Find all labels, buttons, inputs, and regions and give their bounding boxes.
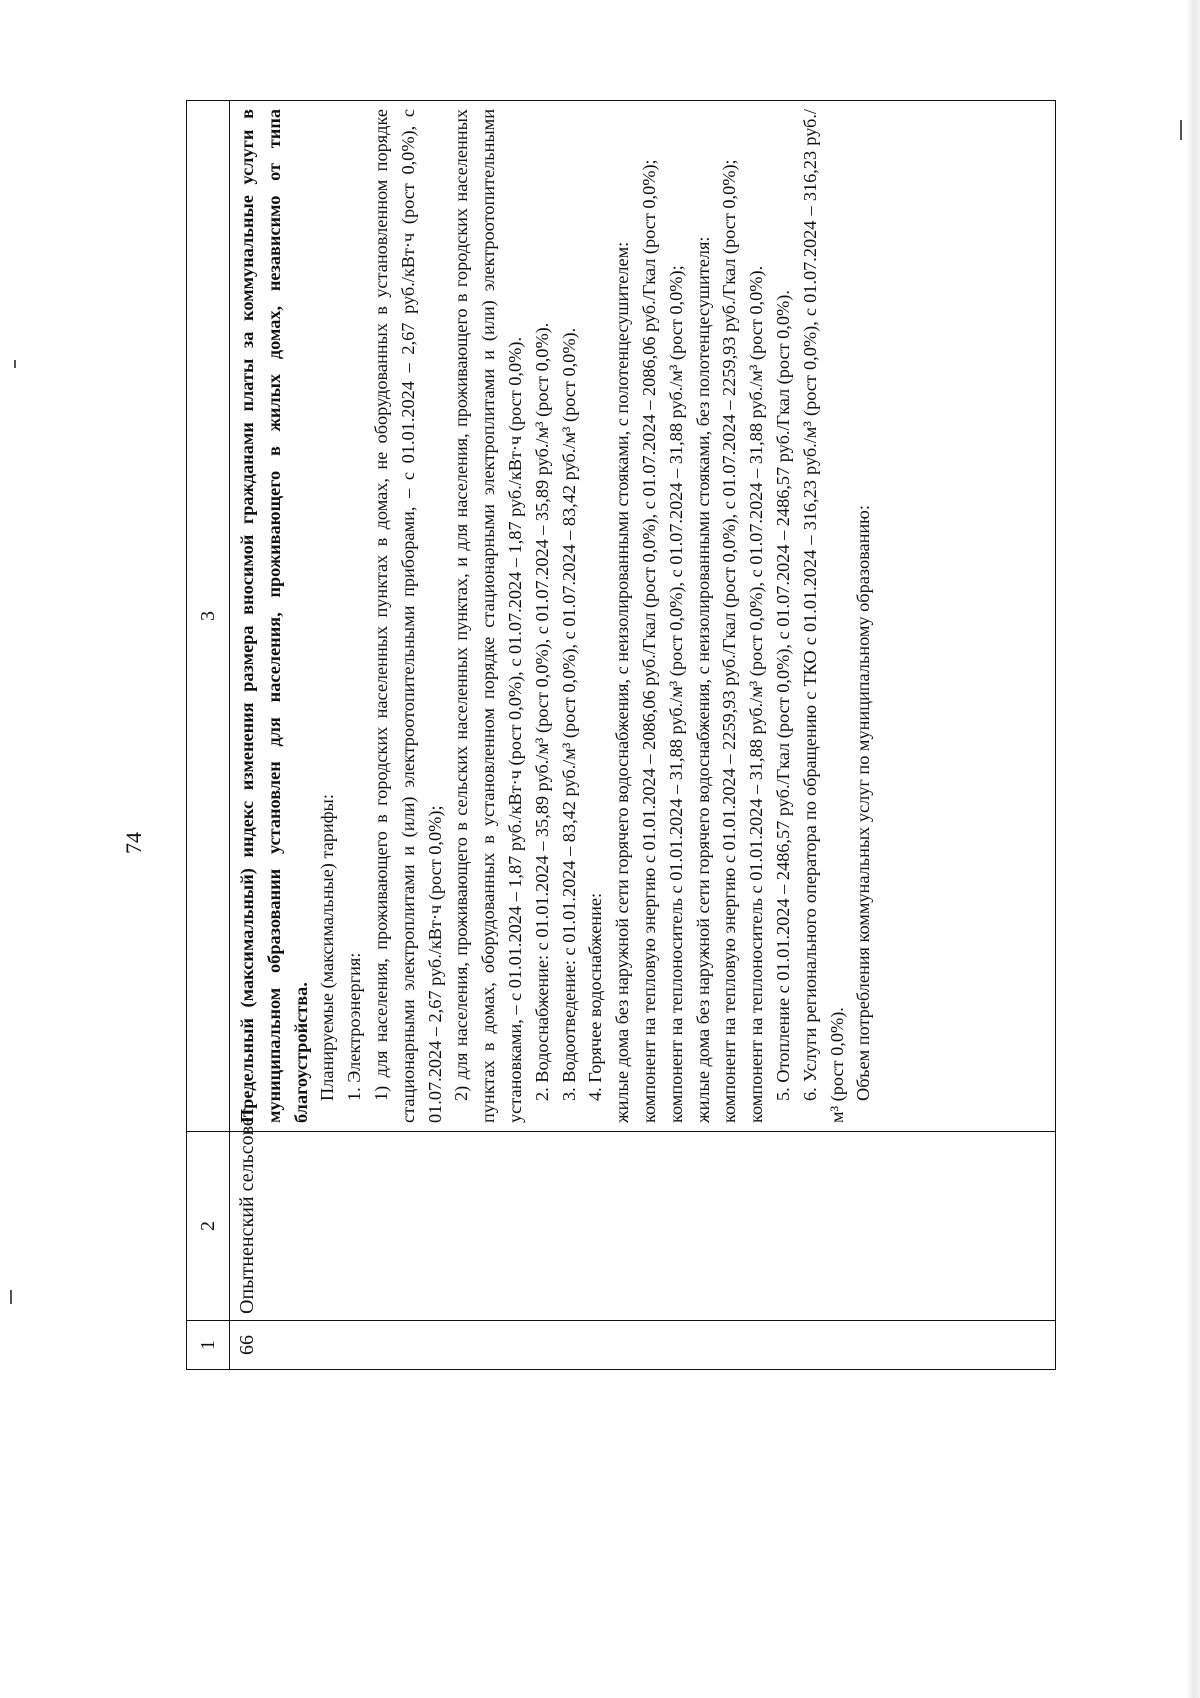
content-line: 2) для населения, проживающего в сельских населенных пунктах, и для населения, проживающего в городских населенных пунктах в домах, оборудованных в установленном порядке стационарными электроплитами и (или) электроотопительными установками, – с 01.01.2024 – 1,87 руб./кВт·ч (рост 0,0%), с 01.07.2024 – 1,87 руб./кВт·ч (рост 0,0%).	[451, 109, 525, 1123]
content-line: 2. Водоснабжение: с 01.01.2024 – 35,89 руб./м³ (рост 0,0%), с 01.07.2024 – 35,89 руб./м³ (рост 0,0%).	[531, 322, 552, 1101]
content-line: Объем потребления коммунальных услуг по муниципальному образованию:	[853, 505, 874, 1101]
scan-speck	[10, 1290, 12, 1304]
content-line: компонент на тепловую энергию с 01.01.2024 – 2086,06 руб./Гкал (рост 0,0%), с 01.07.2024 – 2086,06 руб./Гкал (рост 0,0%);	[638, 159, 659, 1123]
municipality-name: Опытненский сельсовет	[230, 1132, 1056, 1321]
content-line: Планируемые (максимальные) тарифы:	[317, 794, 338, 1101]
tariff-description	[230, 101, 1056, 1132]
scan-edge-shadow	[1186, 0, 1200, 1698]
content-line: жилые дома без наружной сети горячего водоснабжения, с неизолированными стояками, без полотенцесушителя:	[692, 236, 713, 1123]
page-number: 74	[121, 832, 146, 854]
content-line: 4. Горячее водоснабжение:	[585, 892, 606, 1101]
content-line: компонент на теплоноситель с 01.01.2024 – 31,88 руб./м³ (рост 0,0%), с 01.07.2024 – 31,88 руб./м³ (рост 0,0%).	[746, 265, 767, 1123]
tariff-table	[186, 100, 1056, 1370]
content-line: 1. Электроэнергия:	[344, 952, 365, 1101]
column-header-3: 3	[187, 101, 230, 1132]
content-line: жилые дома без наружной сети горячего водоснабжения, с неизолированными стояками, с полотенцесушителем:	[612, 241, 633, 1123]
content-line: 1) для населения, проживающего в городских населенных пунктах в домах, не оборудованных в установленном порядке стационарными электроплитами и (или) электроотопительными приборами, – с 01.01.2024 – 2,67 руб./кВт·ч (рост 0,0%), с 01.07.2024 – 2,67 руб./кВт·ч (рост 0,0%);	[370, 109, 445, 1123]
content-line: 5. Отопление с 01.01.2024 – 2486,57 руб./Гкал (рост 0,0%), с 01.07.2024 – 2486,57 руб./Гкал (рост 0,0%).	[772, 290, 793, 1101]
content-line: компонент на теплоноситель с 01.01.2024 – 31,88 руб./м³ (рост 0,0%), с 01.07.2024 – 31,88 руб./м³ (рост 0,0%);	[665, 265, 686, 1123]
rotated-table-container	[186, 100, 1056, 1370]
scan-speck	[1180, 120, 1182, 140]
table-row	[230, 101, 1056, 1370]
content-line: Предельный (максимальный) индекс изменения размера вносимой гражданами платы за коммунальные услуги в муниципальном образовании установлен для населения, проживающего в жилых домах, независимо от типа благоустройства.	[237, 109, 311, 1123]
column-header-2: 2	[187, 1132, 230, 1321]
table-header-row	[187, 101, 230, 1370]
row-number: 66	[230, 1321, 1056, 1370]
column-header-1: 1	[187, 1321, 230, 1370]
content-line: 3. Водоотведение: с 01.01.2024 – 83,42 руб./м³ (рост 0,0%), с 01.07.2024 – 83,42 руб./м³ (рост 0,0%).	[558, 327, 579, 1101]
scan-speck	[14, 360, 16, 368]
content-line: 6. Услуги регионального оператора по обращению с ТКО с 01.01.2024 – 316,23 руб./м³ (рост 0,0%), с 01.07.2024 – 316,23 руб./м³ (рост 0,0%).	[799, 109, 847, 1123]
content-line: компонент на тепловую энергию с 01.01.2024 – 2259,93 руб./Гкал (рост 0,0%), с 01.07.2024 – 2259,93 руб./Гкал (рост 0,0%);	[719, 159, 740, 1123]
